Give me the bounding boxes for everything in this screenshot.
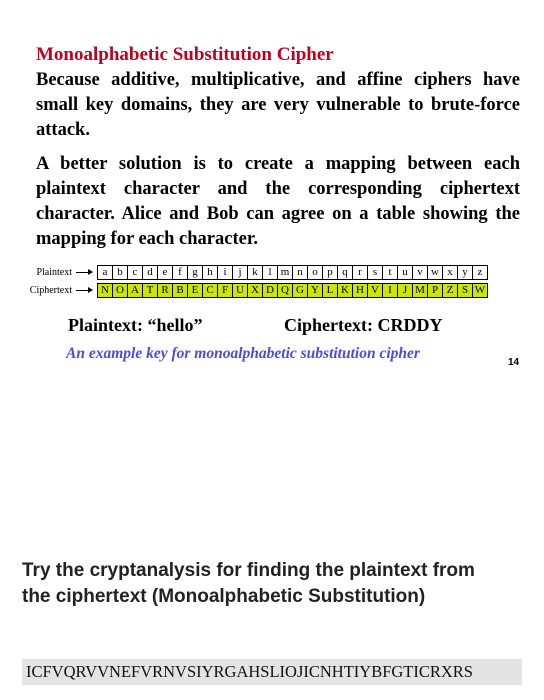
ciphertext-cell: V: [367, 283, 383, 298]
plaintext-cell: h: [202, 265, 218, 280]
plaintext-cell: y: [457, 265, 473, 280]
plaintext-cell: o: [307, 265, 323, 280]
ciphertext-cell: O: [112, 283, 128, 298]
ciphertext-cell: G: [292, 283, 308, 298]
ciphertext-cell: D: [262, 283, 278, 298]
ciphertext-cell: A: [127, 283, 143, 298]
plaintext-cell: c: [127, 265, 143, 280]
ciphertext-cell: R: [157, 283, 173, 298]
plaintext-cell: d: [142, 265, 158, 280]
ciphertext-cells: [97, 283, 487, 298]
plaintext-cell: i: [217, 265, 233, 280]
ciphertext-cell: B: [172, 283, 188, 298]
ciphertext-cell: F: [217, 283, 233, 298]
arrow-right-icon: [76, 272, 92, 273]
ciphertext-cell: P: [427, 283, 443, 298]
plaintext-cell: s: [367, 265, 383, 280]
ciphertext-cell: W: [472, 283, 488, 298]
plaintext-cell: l: [262, 265, 278, 280]
ciphertext-cell: Y: [307, 283, 323, 298]
plaintext-cell: e: [157, 265, 173, 280]
plaintext-cell: r: [352, 265, 368, 280]
ciphertext-box: ICFVQRVVNEFVRNVSIYRGAHSLIOJICNHTIYBFGTICRXRS: [22, 659, 522, 685]
ciphertext-cell: E: [187, 283, 203, 298]
page-number: 14: [508, 357, 520, 368]
mapping-paragraph: A better solution is to create a mapping between each plaintext character and the corresponding ciphertext character. Alice and Bob can agree on a table showing the mapping for each character.: [36, 154, 520, 249]
plaintext-cell: t: [382, 265, 398, 280]
plaintext-cell: m: [277, 265, 293, 280]
ciphertext-cell: Z: [442, 283, 458, 298]
ciphertext-cell: J: [397, 283, 413, 298]
ciphertext-cell: Q: [277, 283, 293, 298]
plaintext-cell: u: [397, 265, 413, 280]
ciphertext-cell: U: [232, 283, 248, 298]
ciphertext-cell: X: [247, 283, 263, 298]
ciphertext-cell: C: [202, 283, 218, 298]
ciphertext-cell: M: [412, 283, 428, 298]
ciphertext-cell: L: [322, 283, 338, 298]
question-text: Try the cryptanalysis for finding the plaintext from the ciphertext (Monoalphabetic Substitution): [22, 560, 475, 607]
plaintext-cell: j: [232, 265, 248, 280]
plaintext-cell: w: [427, 265, 443, 280]
figure-caption: An example key for monoalphabetic substitution cipher: [66, 345, 420, 362]
plaintext-cells: [97, 265, 487, 280]
plaintext-cell: f: [172, 265, 188, 280]
ciphertext-cell: T: [142, 283, 158, 298]
plaintext-cell: v: [412, 265, 428, 280]
plaintext-cell: a: [97, 265, 113, 280]
ciphertext-cell: K: [337, 283, 353, 298]
example-plaintext: Plaintext: “hello”: [68, 315, 203, 335]
plaintext-cell: b: [112, 265, 128, 280]
ciphertext-cell: N: [97, 283, 113, 298]
ciphertext-row-label: Ciphertext: [29, 285, 72, 296]
example-ciphertext: Ciphertext: CRDDY: [284, 315, 443, 335]
plaintext-row-label: Plaintext: [36, 267, 72, 278]
ciphertext-cell: H: [352, 283, 368, 298]
ciphertext-cell: S: [457, 283, 473, 298]
plaintext-cell: x: [442, 265, 458, 280]
plaintext-cell: g: [187, 265, 203, 280]
plaintext-cell: q: [337, 265, 353, 280]
slide-title: Monoalphabetic Substitution Cipher: [36, 44, 334, 65]
plaintext-cell: k: [247, 265, 263, 280]
plaintext-cell: n: [292, 265, 308, 280]
ciphertext-cell: I: [382, 283, 398, 298]
plaintext-cell: z: [472, 265, 488, 280]
intro-paragraph: Because additive, multiplicative, and affine ciphers have small key domains, they are very vulnerable to brute-force attack.: [36, 70, 520, 140]
plaintext-cell: p: [322, 265, 338, 280]
arrow-right-icon: [76, 290, 92, 291]
